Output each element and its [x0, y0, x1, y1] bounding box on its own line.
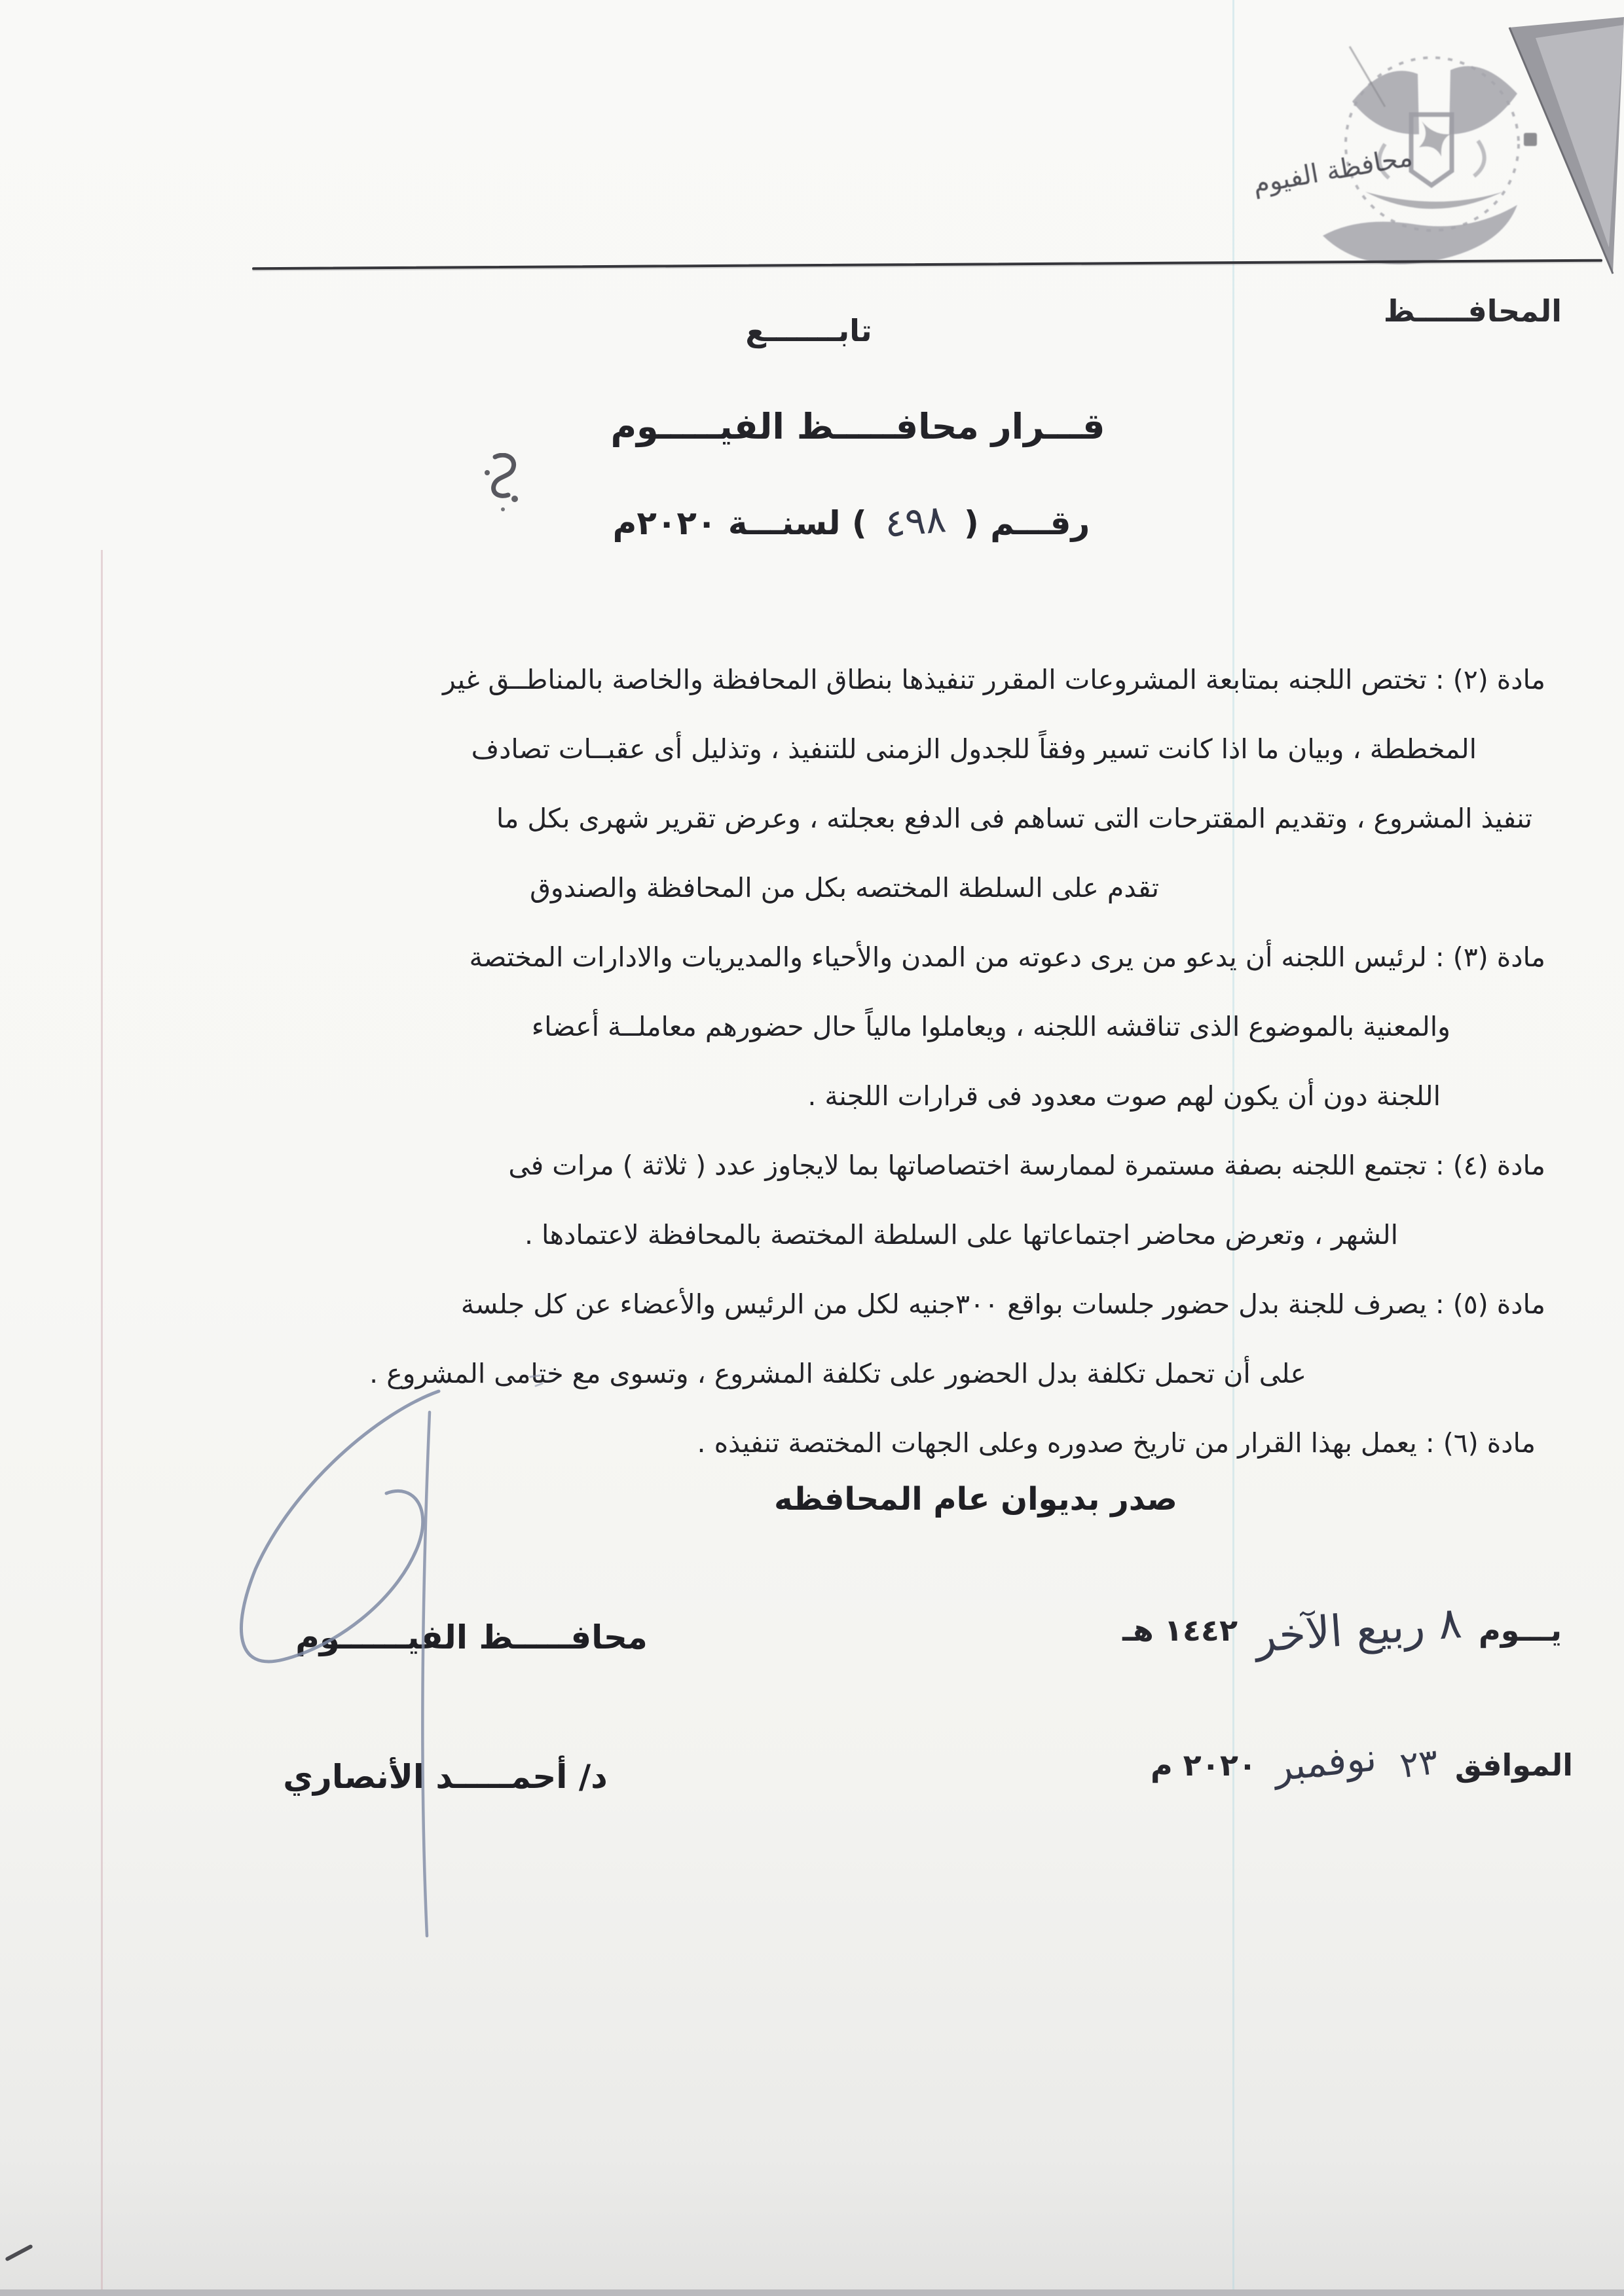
gregorian-label: الموافق — [1454, 1747, 1573, 1783]
article-4-line-1: مادة (٤) : تجتمع اللجنه بصفة مستمرة لممارسة اختصاصاتها بما لايجاوز عدد ( ثلاثة ) مرات فى — [508, 1150, 1545, 1181]
signer-title: محافـــــظ الفيــــــوم — [295, 1618, 648, 1656]
gregorian-year: ٢٠٢٠ — [1183, 1747, 1257, 1783]
hijri-handwritten-date: ٨ ربيع الآخر — [1253, 1597, 1464, 1662]
decree-number-handwritten: ٤٩٨ — [883, 496, 948, 546]
gregorian-handwritten-day: ٢٣ — [1397, 1740, 1441, 1787]
gregorian-handwritten-month: نوفمبر — [1271, 1734, 1378, 1791]
article-3-line-3: اللجنة دون أن يكون لهم صوت معدود فى قرارات اللجنة . — [807, 1080, 1441, 1112]
article-5-line-1: مادة (٥) : يصرف للجنة بدل حضور جلسات بواقع ٣٠٠جنيه لكل من الرئيس والأعضاء عن كل جلسة — [460, 1288, 1545, 1320]
scan-crease-line — [1232, 0, 1234, 2296]
article-3-line-1: مادة (٣) : لرئيس اللجنه أن يدعو من يرى دعوته من المدن والأحياء والمديريات والادارات المختصة — [469, 941, 1545, 973]
hijri-day-label: يـــوم — [1479, 1613, 1562, 1648]
handwritten-signature — [164, 1372, 570, 1961]
article-5-line-2: على أن تحمل تكلفة بدل الحضور على تكلفة المشروع ، وتسوى مع ختامى المشروع . — [369, 1358, 1306, 1389]
article-2-line-2: المخططة ، وبيان ما اذا كانت تسير وفقاً للجدول الزمنى للتنفيذ ، وتذليل أى عقبــات تصادف — [471, 733, 1477, 765]
stamp-label: محافظة الفيوم — [1250, 141, 1415, 200]
article-4-line-2: الشهر ، وتعرض محاضر اجتماعاتها على السلطة المختصة بالمحافظة لاعتمادها . — [524, 1219, 1398, 1250]
continued-word: تابـــــــع — [745, 313, 872, 348]
hijri-year: ١٤٤٢ هـ — [1122, 1613, 1238, 1648]
ink-smudge — [477, 453, 529, 515]
governor-word: المحافـــــظ — [1383, 293, 1562, 329]
decree-number-prefix: رقـــم ( — [964, 504, 1090, 542]
gregorian-era-letter: م — [1150, 1747, 1173, 1783]
article-2-line-1: مادة (٢) : تختص اللجنه بمتابعة المشروعات المقرر تنفيذها بنطاق المحافظة والخاصة بالمناطــق غير — [443, 664, 1545, 695]
issued-at-line: صدر بديوان عام المحافظه — [774, 1481, 1177, 1518]
decree-title: قـــرار محافـــــظ الفيـــــوم — [610, 406, 1105, 447]
scan-bottom-edge — [0, 2289, 1624, 2296]
decree-number-suffix: ) لسنـــة ٢٠٢٠م — [612, 504, 867, 542]
decree-number-line — [589, 496, 1113, 546]
article-2-line-3: تنفيذ المشروع ، وتقديم المقترحات التى تساهم فى الدفع بعجلته ، وعرض تقرير شهرى بكل ما — [496, 803, 1532, 834]
signer-name: د/ أحمـــــد الأنصاري — [283, 1758, 608, 1796]
hijri-date-line — [1122, 1597, 1562, 1662]
scan-corner-mark — [5, 2244, 33, 2262]
article-6-line-1: مادة (٦) : يعمل بهذا القرار من تاريخ صدوره وعلى الجهات المختصة تنفيذه . — [697, 1427, 1536, 1459]
article-3-line-2: والمعنية بالموضوع الذى تناقشه اللجنه ، ويعاملوا مالياً حال حضورهم معاملــة أعضاء — [531, 1011, 1450, 1042]
article-2-line-4: تقدم على السلطة المختصه بكل من المحافظة والصندوق — [530, 872, 1159, 903]
scan-crease-line — [101, 550, 103, 2296]
gregorian-date-line — [1150, 1734, 1573, 1791]
